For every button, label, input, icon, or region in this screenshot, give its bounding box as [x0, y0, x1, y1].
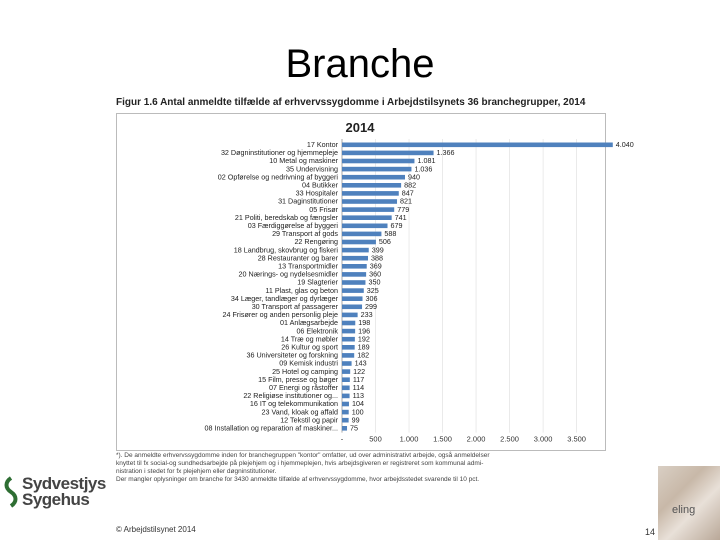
value-label: 196	[358, 326, 371, 336]
category-label: 05 Frisør	[309, 204, 338, 214]
value-label: 99	[351, 415, 360, 425]
category-label: 04 Butikker	[302, 180, 338, 190]
category-label: 17 Kontor	[306, 140, 338, 149]
value-label: 122	[353, 366, 366, 376]
bar	[342, 369, 350, 374]
bar	[342, 248, 369, 253]
category-label: 28 Restauranter og barer	[257, 253, 338, 263]
bar	[342, 296, 363, 301]
value-label: 388	[371, 253, 384, 263]
logo-line-1: Sydvestjys	[22, 474, 106, 493]
figure-note: knyttet til fx social-og sundhedsarbejde på plejehjem og i hjemmeplejen, hvis arbejdsgiveren er registreret som kommunal admi-	[116, 460, 484, 467]
category-label: 02 Opførelse og nedrivning af byggeri	[217, 172, 338, 182]
category-label: 12 Tekstil og papir	[280, 415, 338, 425]
bar	[342, 215, 392, 220]
value-label: 779	[397, 204, 410, 214]
category-label: 26 Kultur og sport	[281, 342, 338, 352]
value-label: 306	[365, 293, 378, 303]
value-label: 741	[394, 212, 407, 222]
category-label: 01 Anlægsarbejde	[280, 318, 338, 328]
bar	[342, 313, 358, 318]
bar	[342, 183, 401, 188]
value-label: 143	[354, 358, 367, 368]
bar	[342, 321, 355, 326]
value-label: 1.036	[414, 164, 433, 174]
x-tick-label: 1.500	[433, 434, 452, 444]
figure-notes	[116, 452, 606, 484]
decorative-photo	[658, 466, 720, 540]
value-label: 189	[357, 342, 370, 352]
bar	[342, 353, 354, 358]
category-label: 35 Undervisning	[286, 164, 338, 174]
x-tick-label: 1.000	[399, 434, 419, 444]
logo-line-2: Sygehus	[22, 490, 90, 509]
value-label: 182	[357, 350, 370, 360]
x-tick-label: 2.000	[466, 434, 486, 444]
value-label: 399	[371, 245, 384, 255]
bar	[342, 224, 388, 229]
bar	[342, 288, 364, 293]
bar	[342, 264, 367, 269]
bar	[342, 232, 381, 237]
bar	[342, 386, 350, 391]
bar	[342, 191, 399, 196]
partial-text: eling	[672, 504, 696, 516]
bar	[342, 240, 376, 245]
value-label: 882	[404, 180, 417, 190]
bar	[342, 377, 350, 382]
category-label: 24 Frisører og anden personlig pleje	[222, 310, 338, 320]
category-label: 21 Politi, beredskab og fængsler	[234, 212, 338, 222]
value-label: 299	[365, 302, 378, 311]
bar	[342, 305, 362, 310]
category-label: 09 Kemisk industri	[279, 358, 338, 368]
value-label: 113	[352, 391, 365, 401]
bar	[342, 394, 350, 399]
bar	[342, 143, 613, 148]
category-label: 14 Træ og møbler	[280, 334, 338, 344]
category-label: 19 Slagterier	[297, 277, 338, 287]
value-label: 100	[351, 407, 364, 417]
category-label: 23 Vand, kloak og affald	[261, 407, 338, 417]
category-label: 16 IT og telekommunikation	[249, 399, 338, 409]
value-label: 4.040	[615, 140, 634, 149]
x-tick-label: -	[340, 434, 344, 444]
category-label: 15 Film, presse og bøger	[258, 374, 338, 384]
bar	[342, 337, 355, 342]
x-tick-label: 3.000	[533, 434, 553, 444]
bar	[342, 418, 349, 423]
value-label: 369	[369, 261, 382, 271]
value-label: 350	[368, 277, 381, 287]
slide-title: Branche	[285, 42, 435, 86]
bar	[342, 329, 355, 334]
category-label: 11 Plast, glas og beton	[265, 285, 338, 295]
value-label: 847	[401, 188, 414, 198]
category-label: 36 Universiteter og forskning	[246, 350, 338, 360]
value-label: 506	[378, 237, 391, 247]
bar	[342, 272, 366, 277]
chart-title: 2014	[345, 120, 375, 135]
x-tick-label: 500	[369, 434, 382, 444]
bar	[342, 345, 355, 350]
value-label: 233	[360, 310, 373, 320]
value-label: 588	[384, 229, 397, 239]
category-label: 13 Transportmidler	[278, 261, 338, 271]
figure-source: © Arbejdstilsynet 2014	[116, 525, 196, 534]
x-tick-label: 2.500	[500, 434, 519, 444]
category-label: 29 Transport af gods	[272, 229, 338, 239]
category-label: 25 Hotel og camping	[272, 366, 338, 376]
figure-note: nistration i stedet for fx plejehjem eller døgninstitutioner.	[116, 468, 277, 475]
bar	[342, 175, 405, 180]
value-label: 821	[400, 196, 413, 206]
bar	[342, 151, 434, 156]
bar	[342, 167, 411, 172]
value-label: 679	[390, 221, 403, 230]
category-label: 08 Installation og reparation af maskiner...	[204, 423, 338, 433]
value-label: 360	[369, 269, 382, 279]
bar	[342, 199, 397, 204]
bar	[342, 159, 414, 164]
figure-caption: Figur 1.6 Antal anmeldte tilfælde af erhvervssygdomme i Arbejdstilsynets 36 branchegrupper, 2014	[116, 97, 586, 108]
value-label: 114	[352, 383, 365, 392]
category-label: 22 Religiøse institutioner og...	[243, 391, 338, 401]
value-label: 192	[357, 334, 370, 344]
category-label: 33 Hospitaler	[295, 188, 338, 198]
value-label: 117	[352, 374, 365, 384]
value-label: 1.081	[417, 156, 436, 166]
category-label: 34 Læger, tandlæger og dyrlæger	[230, 293, 338, 303]
value-label: 198	[358, 318, 371, 328]
category-label: 18 Landbrug, skovbrug og fiskeri	[233, 245, 338, 255]
bar	[342, 426, 347, 431]
value-label: 104	[351, 399, 364, 409]
value-label: 940	[408, 172, 421, 182]
figure-note: *). De anmeldte erhvervssygdomme inden for branchegruppen "kontor" omfatter, ud over administrativt arbejde, også anmeldelser	[116, 452, 490, 459]
category-label: 22 Rengøring	[294, 237, 338, 247]
bar	[342, 361, 352, 366]
bar	[342, 256, 368, 261]
hospital-logo	[0, 462, 106, 540]
x-tick-label: 3.500	[567, 434, 586, 444]
page-number: 14	[645, 527, 656, 537]
category-label: 03 Færdiggørelse af byggeri	[247, 221, 338, 230]
category-label: 10 Metal og maskiner	[269, 156, 338, 166]
value-label: 1.366	[436, 148, 455, 158]
figure-note: Der mangler oplysninger om branche for 3430 anmeldte tilfælde af erhvervssygdomme, hvor arbejdsstedet svarende til 10 pct.	[116, 476, 480, 483]
value-label: 325	[366, 285, 379, 295]
category-label: 07 Energi og råstoffer	[269, 383, 338, 392]
category-label: 31 Daginstitutioner	[278, 196, 338, 206]
value-label: 75	[350, 423, 359, 433]
category-label: 32 Døgninstitutioner og hjemmepleje	[220, 148, 338, 158]
logo-mark-icon	[2, 476, 20, 508]
category-label: 06 Elektronik	[296, 326, 338, 336]
category-label: 30 Transport af passagerer	[251, 302, 338, 311]
bar	[342, 280, 365, 285]
category-label: 20 Nærings- og nydelsesmidler	[238, 269, 338, 279]
bar	[342, 207, 394, 212]
bar	[342, 402, 349, 407]
bar	[342, 410, 349, 415]
